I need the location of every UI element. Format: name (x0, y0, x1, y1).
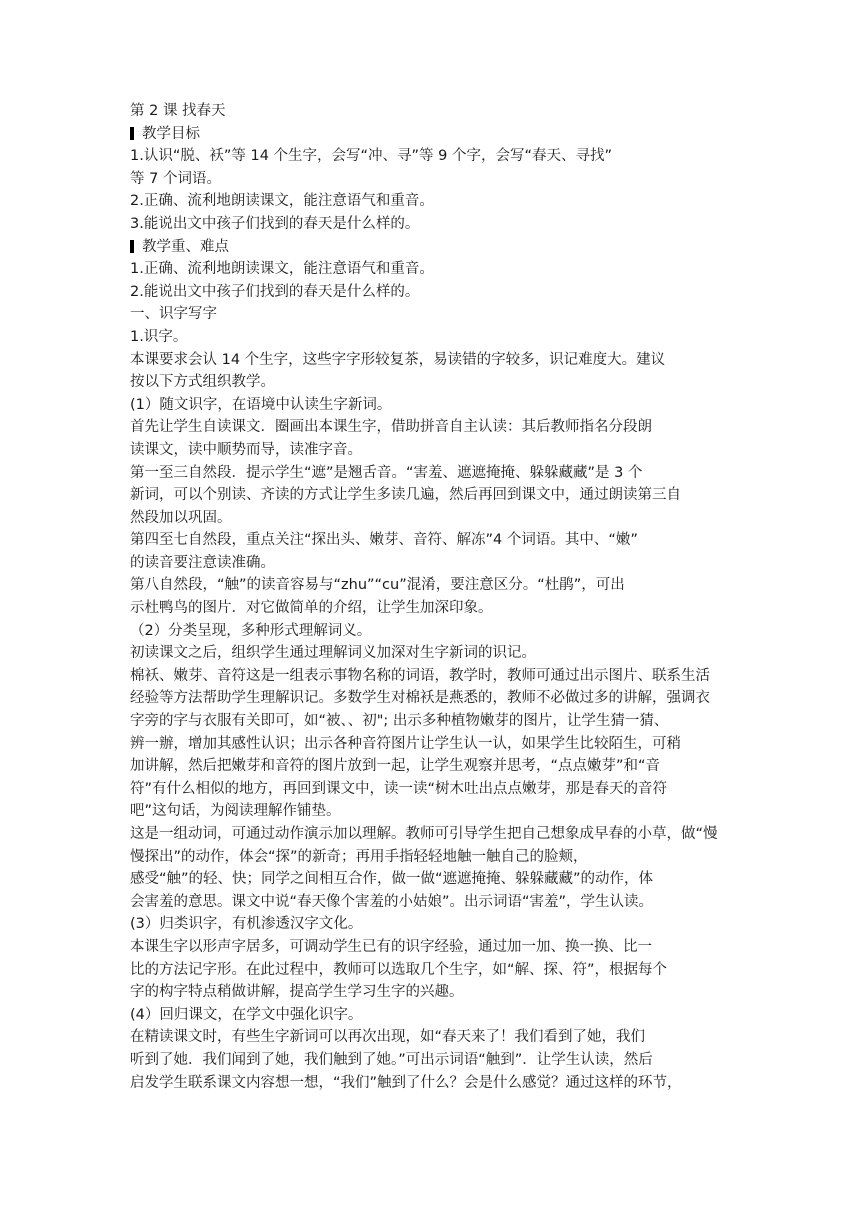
text-line (130, 846, 742, 869)
text-line (130, 213, 742, 236)
line-text: 辨一辦，增加其感性认识；出示各种音符图片让学生认一认，如果学生比较陌生，可稍 (130, 735, 681, 752)
line-text: 字的构字特点稍做讲解，提高学生学习生字的兴趣。 (130, 984, 464, 1001)
text-line (130, 484, 742, 507)
line-text: 第 2 课 找春天 (130, 103, 226, 119)
line-text: 2.正确、流利地朗读课文，能注意语气和重音。 (130, 193, 434, 210)
text-line (130, 687, 742, 710)
line-text: 第四至七自然段，重点关注“探出头、嫩芽、音符、解冻”4 个词语。其中、“嫩” (130, 532, 638, 549)
line-text: 第八自然段，“触”的读音容易与“zhu”“cu”混淆，要注意区分。“杜鹃”，可出 (130, 577, 625, 594)
line-text: 字旁的字与衣服有关即可，如“被、、初"; 出示多种植物嫩芽的图片，让学生猜一猜、 (130, 713, 669, 730)
text-line (130, 913, 742, 936)
line-text: 本课生字以形声字居多，可调动学生已有的识字经验，通过加一加、换一换、比一 (130, 938, 652, 955)
line-text: 比的方法记字形。在此过程中，教师可以选取几个生字，如“解、探、符”，根据每个 (130, 961, 668, 978)
line-text: （2）分类呈现，多种形式理解词义。 (130, 622, 372, 639)
text-line (130, 574, 742, 597)
text-line (130, 462, 742, 485)
line-text: 1.识字。 (130, 328, 188, 345)
line-text: (1）随文识字，在语境中认读生字新词。 (130, 396, 392, 413)
line-text: 2.能说出文中孩子们找到的春天是什么样的。 (130, 283, 420, 300)
text-line (130, 190, 742, 213)
line-text: 棉袄、嫩芽、音符这是一组表示事物名称的词语，教学时，教师可通过出示图片、联系生活 (130, 667, 710, 684)
text-line (130, 891, 742, 914)
text-line (130, 597, 742, 620)
text-line (130, 778, 742, 801)
text-line (130, 1049, 742, 1072)
line-text: 的读音要注意读准确。 (130, 554, 275, 571)
text-line (130, 552, 742, 575)
line-text: 初读课文之后，组织学生通过理解词义加深对生字新词的识记。 (130, 645, 536, 662)
text-line (130, 981, 742, 1004)
line-text: 听到了她．我们闻到了她，我们触到了她。”可出示词语“触到”．让学生认读，然后 (130, 1051, 653, 1068)
text-line (130, 665, 742, 688)
line-text: 教学重、难点 (142, 238, 229, 255)
text-line (130, 710, 742, 733)
text-line (130, 642, 742, 665)
line-text: 加讲解，然后把嫩芽和音符的图片放到一起，让学生观察并思考，“点点嫩芽”和“音 (130, 758, 661, 775)
text-line (130, 394, 742, 417)
text-line (130, 168, 742, 191)
heading-bullet-icon (130, 127, 134, 140)
text-line (130, 733, 742, 756)
document-body (130, 100, 742, 1094)
text-line (130, 326, 742, 349)
line-text: 1.正确、流利地朗读课文，能注意语气和重音。 (130, 261, 434, 278)
line-text: (4）回归课文，在学文中强化识字。 (130, 1006, 363, 1023)
text-line (130, 371, 742, 394)
section-heading (130, 123, 742, 146)
line-text: 3.能说出文中孩子们找到的春天是什么样的。 (130, 215, 420, 232)
text-line (130, 823, 742, 846)
line-text: 等 7 个词语。 (130, 170, 221, 187)
line-text: 符”有什么相似的地方，再回到课文中，读一读“树木吐出点点嫩芽，那是春天的音符 (130, 780, 668, 797)
line-text: 读课文，读中顺势而导，读准字音。 (130, 441, 362, 458)
text-line (130, 959, 742, 982)
text-line (130, 100, 742, 123)
section-heading (130, 236, 742, 259)
line-text: 示杜鸭鸟的图片．对它做简单的介绍，让学生加深印象。 (130, 600, 493, 617)
line-text: 按以下方式组织教学。 (130, 374, 275, 391)
text-line (130, 936, 742, 959)
text-line (130, 620, 742, 643)
line-text: 第一至三自然段．提示学生“遮”是翘舌音。“害羞、遮遮掩掩、躲躲藏藏”是 3 个 (130, 464, 643, 481)
text-line (130, 349, 742, 372)
line-text: 本课要求会认 14 个生字，这些字字形较复茶，易读错的字较多，识记难度大。建议 (130, 351, 666, 368)
line-text: 一、识字写字 (130, 306, 217, 323)
text-line (130, 416, 742, 439)
text-line (130, 755, 742, 778)
line-text: 感受“触”的轻、快；同学之间相互合作，做一做“遮遮掩掩、躲躲藏藏”的动作，体 (130, 871, 654, 888)
text-line (130, 529, 742, 552)
text-line (130, 439, 742, 462)
text-line (130, 1004, 742, 1027)
line-text: 新词，可以个别读、齐读的方式让学生多读几遍，然后再回到课文中，通过朗读第三自 (130, 487, 681, 504)
text-line (130, 281, 742, 304)
line-text: (3）归类识字，有机渗透汉字文化。 (130, 916, 363, 933)
line-text: 启发学生联系课文内容想一想，“我们”触到了什么？会是什么感觉？通过这样的环节， (130, 1074, 682, 1091)
text-line (130, 800, 742, 823)
line-text: 教学目标 (142, 125, 200, 142)
line-text: 吧”这句话，为阅读理解作铺垫。 (130, 803, 341, 820)
line-text: 1.认识“脱、袄”等 14 个生字，会写“冲、寻”等 9 个字，会写“春天、寻找” (130, 148, 613, 165)
line-text: 然段加以巩固。 (130, 509, 232, 526)
text-line (130, 1072, 742, 1095)
text-line (130, 1026, 742, 1049)
line-text: 慢探出”的动作，体会“探”的新奇；再用手指轻轻地触一触自己的脸颊， (130, 848, 588, 865)
line-text: 经验等方法帮助学生理解识记。多数学生对棉袄是燕悉的，教师不必做过多的讲解，强调衣 (130, 690, 710, 707)
heading-bullet-icon (130, 240, 134, 253)
line-text: 这是一组动词，可通过动作演示加以理解。教师可引导学生把自己想象成早春的小草，做“慢 (130, 826, 718, 842)
line-text: 会害羞的意思。课文中说“春天像个害羞的小姑娘”。出示词语“害羞”，学生认读。 (130, 893, 654, 910)
text-line (130, 507, 742, 530)
text-line (130, 868, 742, 891)
line-text: 在精读课文时，有些生字新词可以再次出现，如“春天来了！我们看到了她，我们 (130, 1029, 646, 1046)
text-line (130, 145, 742, 168)
text-line (130, 258, 742, 281)
text-line (130, 303, 742, 326)
line-text: 首先让学生自读课文．圈画出本课生字，借助拼音自主认读：其后教师指名分段朗 (130, 419, 652, 436)
